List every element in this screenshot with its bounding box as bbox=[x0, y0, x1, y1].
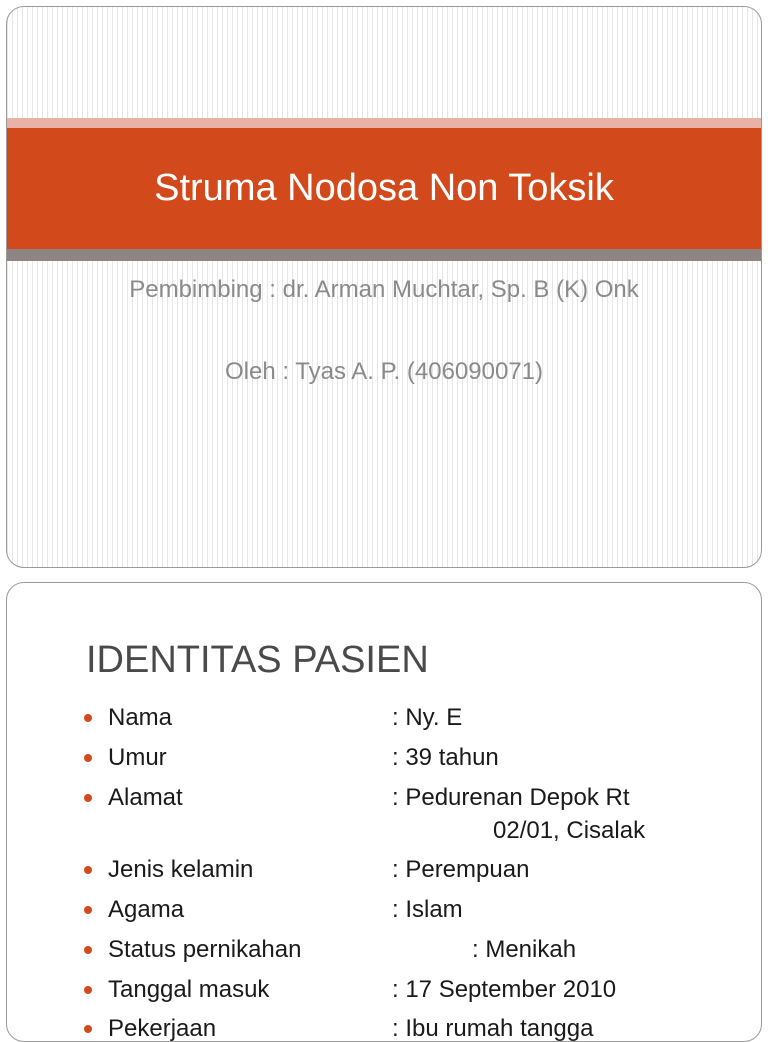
bullet-icon bbox=[84, 866, 92, 874]
field-label: Alamat bbox=[108, 784, 183, 811]
field-value: : Menikah bbox=[472, 936, 577, 963]
bullet-icon bbox=[84, 946, 92, 954]
field-value: : Perempuan bbox=[392, 856, 530, 883]
field-label: Nama bbox=[108, 704, 173, 731]
identity-slide bbox=[6, 582, 762, 1042]
bullet-icon bbox=[84, 986, 92, 994]
field-value: : Ny. E bbox=[392, 704, 463, 731]
field-label: Tanggal masuk bbox=[108, 976, 270, 1003]
field-label: Agama bbox=[108, 896, 185, 923]
field-value-line2: 02/01, Cisalak bbox=[493, 817, 646, 844]
decorative-band-top bbox=[7, 118, 761, 128]
field-label: Umur bbox=[108, 744, 167, 771]
slide-heading: IDENTITAS PASIEN bbox=[86, 639, 429, 681]
field-value: : Pedurenan Depok Rt bbox=[392, 784, 630, 811]
field-value: : 17 September 2010 bbox=[392, 976, 617, 1003]
field-value: : Ibu rumah tangga bbox=[392, 1015, 594, 1042]
field-label: Status pernikahan bbox=[108, 936, 302, 963]
field-label: Pekerjaan bbox=[108, 1015, 217, 1042]
bullet-icon bbox=[84, 906, 92, 914]
author-line: Oleh : Tyas A. P. (406090071) bbox=[225, 358, 543, 385]
field-value: : Islam bbox=[392, 896, 463, 923]
field-value: : 39 tahun bbox=[392, 744, 499, 771]
decorative-band-bottom bbox=[7, 249, 761, 261]
bullet-icon bbox=[84, 794, 92, 802]
slide-title: Struma Nodosa Non Toksik bbox=[154, 167, 614, 209]
title-slide bbox=[6, 6, 762, 568]
bullet-icon bbox=[84, 754, 92, 762]
bullet-icon bbox=[84, 714, 92, 722]
title-band bbox=[7, 128, 761, 249]
field-label: Jenis kelamin bbox=[108, 856, 254, 883]
supervisor-line: Pembimbing : dr. Arman Muchtar, Sp. B (K) Onk bbox=[129, 276, 639, 303]
bullet-icon bbox=[84, 1025, 92, 1033]
